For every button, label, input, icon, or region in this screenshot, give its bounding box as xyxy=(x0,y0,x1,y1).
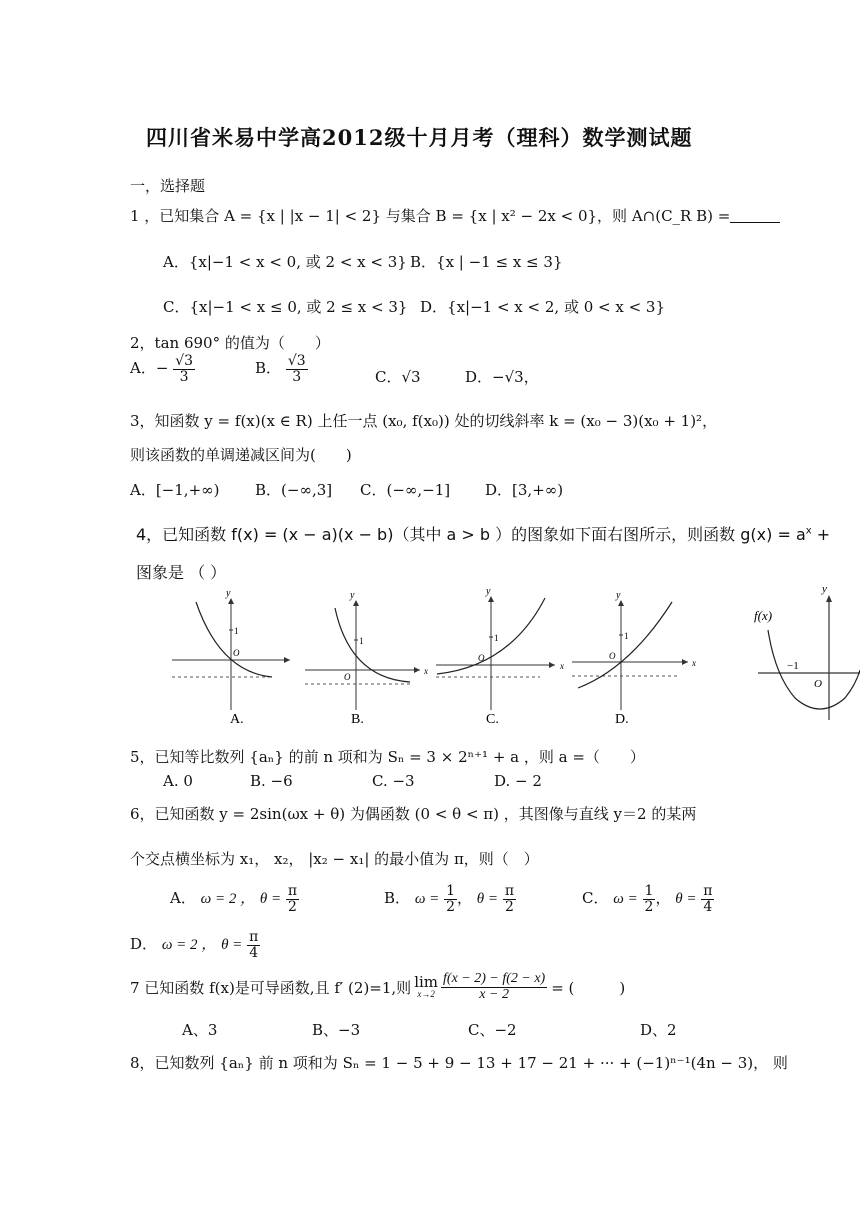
graph-d-origin-label: O xyxy=(609,651,616,661)
graph-fx-reference xyxy=(754,583,860,720)
q6-d-theta-frac xyxy=(247,930,260,960)
q6-b-omega-frac xyxy=(444,884,457,914)
q6-b-omega: ω = xyxy=(414,891,440,908)
graph-c xyxy=(436,586,564,727)
q7-lead: 7 已知函数 f(x)是可导函数,且 f′ (2)=1,则 xyxy=(130,978,412,997)
q7-option-a: A、3 xyxy=(182,1021,218,1039)
q6-b-theta: θ = xyxy=(476,891,499,908)
q4-line1-sup: x xyxy=(805,525,812,537)
q1-option-a: A．{x|−1 < x < 0, 或 2 < x < 3} xyxy=(163,253,407,271)
q1-stem xyxy=(130,205,780,226)
graph-c-one-label: 1 xyxy=(494,633,499,643)
q6-d-theta-num: π xyxy=(249,929,259,945)
q6-d-theta: θ = xyxy=(221,937,243,954)
q1-answer-blank xyxy=(730,222,780,223)
q6-a-theta-num: π xyxy=(287,883,298,899)
q6-b-omega-den: 2 xyxy=(446,898,455,915)
graph-d-caption: D. xyxy=(615,712,629,727)
q7-option-b: B、−3 xyxy=(312,1021,361,1039)
q6-a-label: A． xyxy=(170,889,196,908)
q7-stem xyxy=(130,972,625,1002)
q6-b-theta-den: 2 xyxy=(504,898,514,915)
q4-line1-tail: + xyxy=(811,525,831,544)
q2-option-c: C．√3 xyxy=(375,368,421,386)
q7-tail: = ( ) xyxy=(551,978,626,997)
q6-line2: 个交点横坐标为 x₁， x₂， |x₂ − x₁| 的最小值为 π，则（ ） xyxy=(130,850,539,868)
q5-stem: 5，已知等比数列 {aₙ} 的前 n 项和为 Sₙ = 3 × 2ⁿ⁺¹ + a ，则 a =（ ） xyxy=(130,748,645,766)
q7-option-c: C、−2 xyxy=(468,1021,517,1039)
graph-fx-neg1-label: −1 xyxy=(787,660,799,672)
q8-stem: 8，已知数列 {aₙ} 前 n 项和为 Sₙ = 1 − 5 + 9 − 13 + 17 − 21 + ··· + (−1)ⁿ⁻¹(4n − 3)， 则 xyxy=(130,1054,788,1072)
q2-a-fraction xyxy=(173,354,195,384)
graph-d-one-label: 1 xyxy=(624,631,629,641)
section-heading: 一，选择题 xyxy=(130,177,206,195)
graph-a-origin-label: O xyxy=(233,648,240,658)
q7-lim: lim xyxy=(414,973,439,992)
q6-b-comma: ， xyxy=(456,889,472,908)
graph-d-y-label: y xyxy=(616,590,621,601)
q6-c-omega-num: 1 xyxy=(644,883,654,899)
q6-b-theta-num: π xyxy=(504,883,515,899)
graph-c-x-label: x xyxy=(560,661,564,671)
q2-b-den: 3 xyxy=(292,368,302,385)
q6-d-label: D． xyxy=(130,935,158,954)
q5-option-d: D. − 2 xyxy=(494,772,542,790)
q3-option-a: A．[−1,+∞) xyxy=(130,481,220,499)
q2-stem: 2，tan 690° 的值为（ ） xyxy=(130,334,330,352)
graph-d xyxy=(572,590,696,727)
graph-fx-origin-label: O xyxy=(814,678,822,690)
q2-a-den: 3 xyxy=(179,368,189,385)
graph-c-y-label: y xyxy=(486,586,491,597)
q6-c-theta: θ = xyxy=(675,891,697,908)
graph-fx-label: f(x) xyxy=(754,608,773,623)
q7-limit xyxy=(414,975,438,999)
q3-line1: 3，知函数 y = f(x)(x ∈ R) 上任一点 (x₀, f(x₀)) 处的切线斜率 k = (x₀ − 3)(x₀ + 1)²， xyxy=(130,412,718,430)
q7-lim-sub: x→2 xyxy=(417,989,435,1000)
q1-option-b: B．{x | −1 ≤ x ≤ 3} xyxy=(410,253,563,271)
q6-option-d xyxy=(130,930,260,960)
q2-option-a xyxy=(130,354,195,384)
q6-d-omega: ω = 2 ， xyxy=(161,937,217,954)
q7-fraction xyxy=(441,972,547,1002)
q5-option-a: A. 0 xyxy=(163,772,193,790)
q2-b-label: B． xyxy=(255,359,282,378)
q6-b-label: B． xyxy=(384,889,411,908)
q6-c-comma: ， xyxy=(655,889,671,908)
q7-den: x − 2 xyxy=(479,986,509,1002)
q6-option-a xyxy=(170,884,299,914)
graph-a-y-label: y xyxy=(226,588,231,599)
q6-a-theta: θ = xyxy=(259,891,282,908)
q6-c-omega: ω = xyxy=(613,891,638,908)
q6-c-label: C． xyxy=(582,889,609,908)
q6-option-b xyxy=(384,884,516,914)
q7-num: f(x − 2) − f(2 − x) xyxy=(443,971,546,986)
q3-option-c: C．(−∞,−1] xyxy=(360,481,451,499)
q7-option-d: D、2 xyxy=(640,1021,677,1039)
q6-a-omega: ω = 2 ， xyxy=(200,891,256,908)
q4-line2: 图象是 （ ） xyxy=(136,563,227,582)
q3-option-d: D．[3,+∞) xyxy=(485,481,564,499)
q6-line1: 6，已知函数 y = 2sin(ωx + θ) 为偶函数 (0 < θ < π) ，其图像与直线 y＝2 的某两 xyxy=(130,805,697,823)
q6-b-omega-num: 1 xyxy=(446,883,455,899)
graph-b-one-label: 1 xyxy=(359,636,364,646)
q2-option-d: D．−√3， xyxy=(465,368,539,386)
q4-line1-text: 4，已知函数 f(x) = (x − a)(x − b)（其中 a > b ）的图象如下面右图所示，则函数 g(x) = a xyxy=(136,525,806,544)
q5-option-c: C. −3 xyxy=(372,772,415,790)
graph-c-origin-label: O xyxy=(478,653,485,663)
q6-c-theta-frac xyxy=(701,884,714,914)
q6-c-omega-den: 2 xyxy=(644,898,654,915)
q6-option-c xyxy=(582,884,714,914)
q2-a-label: A．− xyxy=(130,359,169,378)
q4-graphs-figure xyxy=(0,580,860,730)
graph-b-x-label: x xyxy=(424,666,428,676)
graph-b-origin-label: O xyxy=(344,672,351,682)
q2-b-fraction xyxy=(286,354,308,384)
q2-option-b xyxy=(255,354,308,384)
graph-c-caption: C. xyxy=(486,712,499,727)
graph-a-one-label: 1 xyxy=(234,626,239,636)
graph-d-x-label: x xyxy=(692,658,696,668)
graph-b xyxy=(305,590,428,727)
q6-c-theta-den: 4 xyxy=(703,898,713,915)
graph-fx-y-label: y xyxy=(822,583,827,595)
q4-line1 xyxy=(136,522,830,545)
q1-option-d: D．{x|−1 < x < 2, 或 0 < x < 3} xyxy=(420,298,666,316)
q6-a-theta-den: 2 xyxy=(288,898,297,915)
q2-a-num: √3 xyxy=(175,353,194,369)
page-title: 四川省米易中学高2012级十月月考（理科）数学测试题 xyxy=(146,125,693,150)
q3-line2: 则该函数的单调递减区间为( ) xyxy=(130,446,352,464)
q1-stem-text: 1 ，已知集合 A = {x | |x − 1| < 2} 与集合 B = {x | x² − 2x < 0}，则 A∩(C_R B) = xyxy=(130,207,731,225)
q3-option-b: B．(−∞,3] xyxy=(255,481,333,499)
q2-b-num: √3 xyxy=(287,353,306,369)
q1-option-c: C．{x|−1 < x ≤ 0, 或 2 ≤ x < 3} xyxy=(163,298,408,316)
q5-option-b: B. −6 xyxy=(250,772,293,790)
q6-c-omega-frac xyxy=(643,884,656,914)
q6-b-theta-frac xyxy=(503,884,516,914)
q6-c-theta-num: π xyxy=(703,883,713,899)
q6-a-theta-frac xyxy=(286,884,299,914)
graph-b-caption: B. xyxy=(351,712,364,727)
q6-d-theta-den: 4 xyxy=(249,944,259,961)
graph-a-caption: A. xyxy=(230,712,244,727)
graph-a xyxy=(172,588,290,727)
graph-b-y-label: y xyxy=(350,590,355,601)
